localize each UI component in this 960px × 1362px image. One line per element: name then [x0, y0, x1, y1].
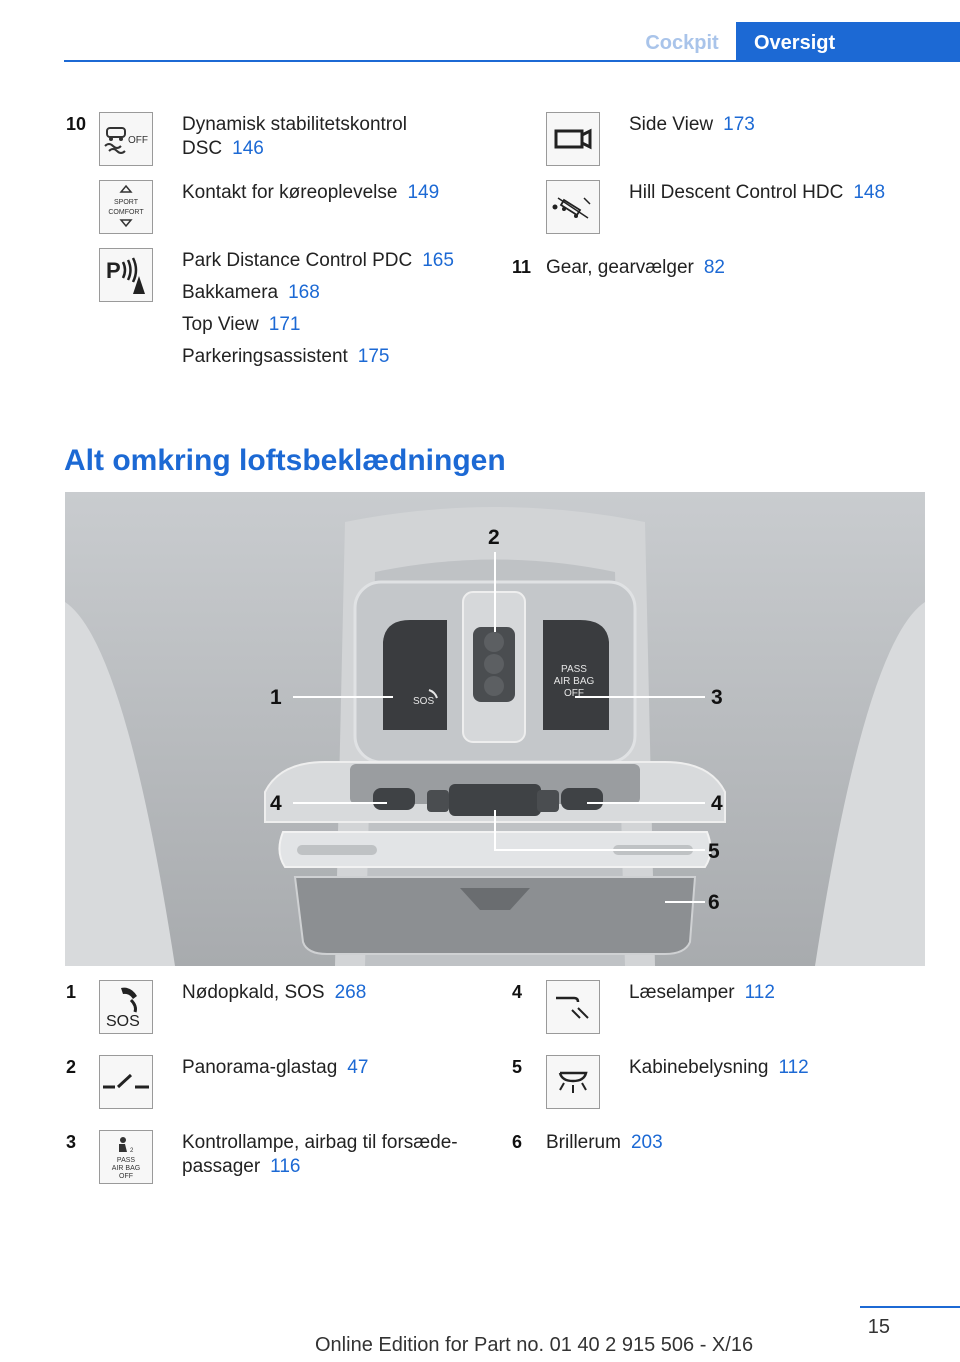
page-ref-link[interactable]: 149 — [407, 182, 440, 203]
entry-reading-lamp-text: Læselamper — [629, 982, 735, 1003]
pass-line-1: PASS — [561, 664, 587, 675]
callout-4-right: 4 — [711, 792, 723, 815]
side-view-camera-icon — [546, 112, 600, 166]
page-ref-link[interactable]: 146 — [232, 138, 264, 159]
sos-phone-icon — [99, 980, 153, 1034]
entry-sos-text: Nødopkald, SOS — [182, 982, 325, 1003]
entry-gear — [546, 256, 725, 280]
page-ref-link[interactable]: 82 — [703, 257, 725, 278]
sport-label: SPORT — [114, 199, 138, 206]
comfort-label: COMFORT — [108, 209, 144, 216]
entry-kontakt-text: Kontakt for køreoplevelse — [182, 182, 398, 203]
callout-4-left: 4 — [270, 792, 282, 815]
entry-number: 4 — [512, 982, 523, 1002]
callout-5: 5 — [708, 840, 720, 863]
entry-side-view — [629, 113, 755, 137]
entry-number: 11 — [512, 257, 532, 277]
tab-cockpit[interactable]: Cockpit — [645, 32, 719, 54]
entry-dsc — [182, 113, 407, 161]
entry-airbag-line1: Kontrollampe, airbag til forsæde- — [182, 1132, 458, 1153]
sos-icon-label: SOS — [106, 1013, 140, 1030]
interior-light-icon — [546, 1055, 600, 1109]
svg-text:P: P — [106, 258, 121, 283]
pass-line-3: OFF — [564, 688, 584, 699]
page-ref-link[interactable]: 112 — [778, 1057, 809, 1078]
driving-experience-switch-icon — [99, 180, 153, 234]
callout-3: 3 — [711, 686, 723, 709]
entry-hdc — [629, 181, 885, 205]
page-ref-link[interactable]: 116 — [270, 1156, 301, 1177]
entry-number: 2 — [66, 1057, 77, 1077]
dsc-off-label: OFF — [128, 135, 148, 146]
callout-6: 6 — [708, 891, 720, 914]
entry-dsc-line2: DSC — [182, 138, 223, 159]
entry-reading-lamp — [629, 981, 775, 1005]
page-ref-link[interactable]: 112 — [744, 982, 775, 1003]
entry-interior-light — [629, 1056, 809, 1080]
entry-number: 10 — [66, 114, 87, 134]
entry-number: 3 — [66, 1132, 77, 1152]
reading-lamp-icon — [546, 980, 600, 1034]
page-ref-link[interactable]: 148 — [853, 182, 886, 203]
park-distance-control-icon — [99, 248, 153, 302]
page-ref-link[interactable]: 165 — [422, 250, 454, 271]
svg-text:2: 2 — [130, 1148, 134, 1154]
entry-topview-text: Top View — [182, 314, 259, 335]
icon-pass-line-2: AIR BAG — [111, 1165, 141, 1172]
dsc-off-icon — [99, 112, 153, 166]
sos-button-label: SOS — [413, 696, 435, 707]
entry-pdc-text: Park Distance Control PDC — [182, 250, 413, 271]
header-rule — [64, 60, 960, 62]
page-ref-link[interactable]: 175 — [357, 346, 390, 367]
entry-number: 5 — [512, 1057, 523, 1077]
page-number: 15 — [867, 1316, 890, 1338]
footer-rule — [860, 1306, 960, 1308]
tab-oversigt[interactable]: Oversigt — [736, 22, 960, 60]
pass-line-2: AIR BAG — [553, 676, 595, 687]
entry-airbag — [182, 1131, 458, 1179]
callout-2: 2 — [488, 526, 500, 549]
callout-1: 1 — [270, 686, 282, 709]
page-ref-link[interactable]: 173 — [723, 114, 755, 135]
entry-brillerum — [546, 1131, 663, 1155]
footer-edition: Online Edition for Part no. 01 40 2 915 506 - X/16 — [315, 1334, 754, 1356]
page-ref-link[interactable]: 171 — [268, 314, 301, 335]
passenger-airbag-off-icon — [99, 1130, 153, 1184]
panorama-roof-icon — [99, 1055, 153, 1109]
entry-parkeringsassistent-text: Parkeringsassistent — [182, 346, 348, 367]
entry-panorama — [182, 1056, 368, 1080]
page-ref-link[interactable]: 203 — [630, 1132, 663, 1153]
page-ref-link[interactable]: 268 — [334, 982, 367, 1003]
entry-hdc-text: Hill Descent Control HDC — [629, 182, 844, 203]
section-title: Alt omkring loftsbeklædningen — [64, 444, 506, 477]
entry-panorama-text: Panorama-glastag — [182, 1057, 338, 1078]
icon-pass-line-1: PASS — [116, 1157, 136, 1164]
icon-pass-line-3: OFF — [119, 1173, 133, 1180]
entry-number: 6 — [512, 1132, 523, 1152]
entry-airbag-line2: passager — [182, 1156, 261, 1177]
entry-brillerum-text: Brillerum — [546, 1132, 621, 1153]
hill-descent-control-icon — [546, 180, 600, 234]
entry-interior-light-text: Kabinebelysning — [629, 1057, 769, 1078]
entry-number: 1 — [66, 982, 77, 1002]
page-ref-link[interactable]: 47 — [347, 1057, 369, 1078]
entry-bakkamera-text: Bakkamera — [182, 282, 279, 303]
roof-console-illustration — [65, 492, 925, 966]
entry-pdc-group — [182, 249, 454, 377]
entry-kontakt — [182, 181, 439, 205]
page-ref-link[interactable]: 168 — [288, 282, 320, 303]
entry-side-view-text: Side View — [629, 114, 714, 135]
entry-dsc-line1: Dynamisk stabilitetskontrol — [182, 114, 407, 135]
entry-sos — [182, 981, 366, 1005]
entry-gear-text: Gear, gearvælger — [546, 257, 694, 278]
